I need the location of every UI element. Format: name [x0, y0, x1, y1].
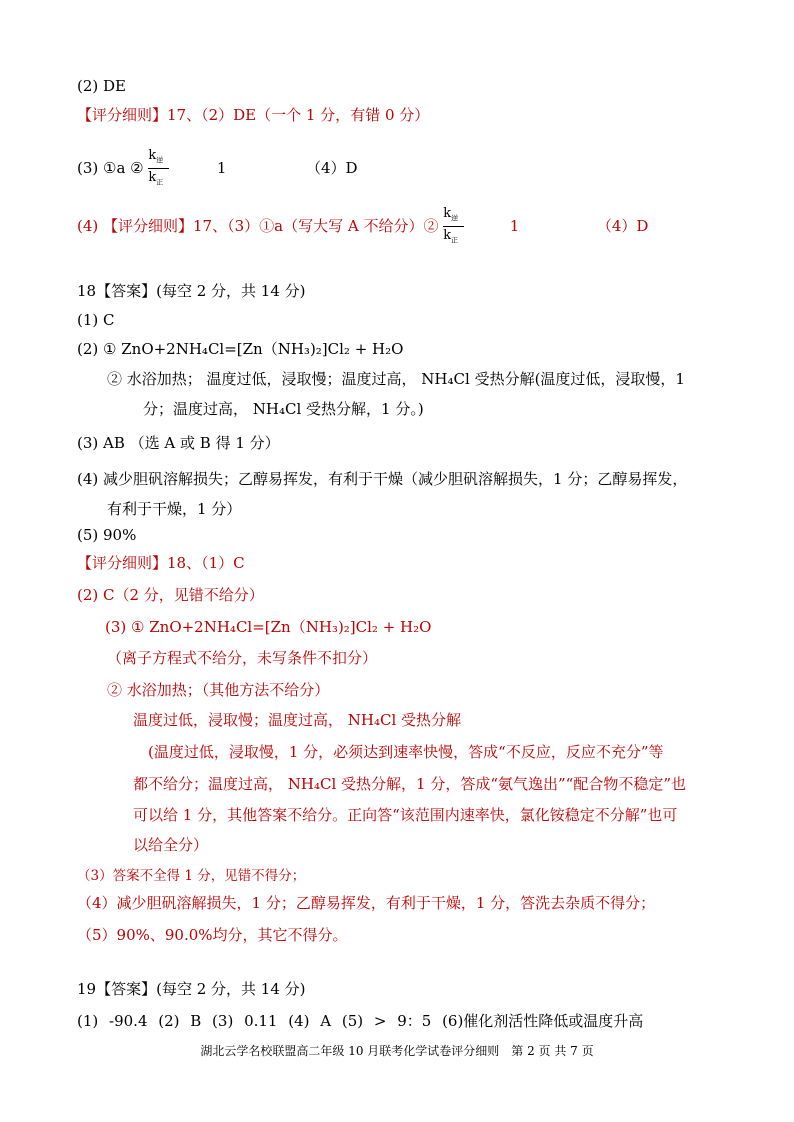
- q18-scoring-rule-4-temp: 温度过低，浸取慢；温度过高， NH₄Cl 受热分解: [133, 711, 462, 729]
- q17-rule-3-prefix: (4) 【评分细则】17、（3）①a（写大写 A 不给分）②: [77, 216, 439, 235]
- q18-scoring-rule-4-detail-1: (温度过低，浸取慢，1 分，必须达到速率快慢，答成“不反应，反应不充分”等: [148, 743, 664, 761]
- q18-scoring-rule-7: （5）90%、90.0%均分，其它不得分。: [77, 926, 348, 944]
- q18-scoring-rule-4-method: ② 水浴加热；（其他方法不给分）: [107, 681, 330, 699]
- q17-line-3-answer: [77, 148, 358, 190]
- q18-answer-3: (3) AB （选 A 或 B 得 1 分）: [77, 434, 280, 452]
- page-footer: 湖北云学名校联盟高二年级 10 月联考化学试卷评分细则 第 2 页 共 7 页: [200, 1044, 594, 1058]
- rate-constant-fraction: $\frac{k_逆}{k_正}$: [148, 148, 169, 190]
- q17-rule-3-one: 1: [509, 216, 520, 235]
- q17-scoring-rule-3: [77, 206, 648, 248]
- q18-answer-2-conditions-cont: 分；温度过高， NH₄Cl 受热分解，1 分。): [143, 400, 424, 418]
- q17-line-3-part-4: （4）D: [305, 158, 358, 177]
- q18-answer-5: (5) 90%: [77, 526, 137, 544]
- q18-scoring-rule-4-detail-4: 以给全分）: [133, 836, 209, 854]
- q19-header: 19【答案】(每空 2 分，共 14 分): [77, 980, 306, 998]
- q18-scoring-rule-6: （4）减少胆矾溶解损失，1 分；乙醇易挥发，有利于干燥，1 分，答洗去杂质不得分；: [77, 894, 656, 912]
- q18-answer-4: (4) 减少胆矾溶解损失；乙醇易挥发，有利于干燥（减少胆矾溶解损失，1 分；乙醇易挥发，: [77, 470, 688, 488]
- q18-scoring-rule-2: (2) C（2 分，见错不给分）: [77, 586, 264, 604]
- q17-line-3-one: 1: [216, 158, 227, 177]
- q18-answer-1: (1) C: [77, 311, 115, 329]
- q18-answer-2-conditions: ② 水浴加热； 温度过低，浸取慢；温度过高， NH₄Cl 受热分解(温度过低，浸取慢，1: [107, 370, 685, 388]
- q18-header: 18【答案】(每空 2 分，共 14 分): [77, 282, 306, 300]
- q18-scoring-rule-4-detail-2: 都不给分；温度过高， NH₄Cl 受热分解，1 分，答成“氨气逸出”“配合物不稳定”也: [133, 775, 687, 793]
- q17-rule-3-part-4: （4）D: [596, 216, 649, 235]
- q18-scoring-rule-3-note: （离子方程式不给分，未写条件不扣分）: [107, 649, 378, 667]
- q17-scoring-rule-2: 【评分细则】17、（2）DE（一个 1 分，有错 0 分）: [77, 106, 430, 124]
- q18-answer-2-equation: (2) ① ZnO+2NH₄Cl=[Zn（NH₃)₂]Cl₂ + H₂O: [77, 340, 404, 358]
- q18-answer-4-cont: 有利于干燥，1 分）: [107, 500, 242, 518]
- q18-scoring-rule-5: （3）答案不全得 1 分，见错不得分；: [77, 868, 306, 884]
- rate-constant-fraction-rule: $\frac{k_逆}{k_正}$: [443, 206, 464, 248]
- q17-line-2-answer: (2) DE: [77, 77, 126, 95]
- q18-scoring-rule-1: 【评分细则】18、（1）C: [77, 554, 245, 572]
- q17-line-3-prefix: (3) ①a ②: [77, 158, 144, 177]
- q18-scoring-rule-3-equation: (3) ① ZnO+2NH₄Cl=[Zn（NH₃)₂]Cl₂ + H₂O: [105, 618, 432, 636]
- q19-answers: (1) -90.4 (2) B (3) 0.11 (4) A (5) > 9：5 (6)催化剂活性降低或温度升高: [77, 1012, 644, 1030]
- q18-scoring-rule-4-detail-3: 可以给 1 分，其他答案不给分。正向答“该范围内速率快，氯化铵稳定不分解”也可: [133, 806, 678, 824]
